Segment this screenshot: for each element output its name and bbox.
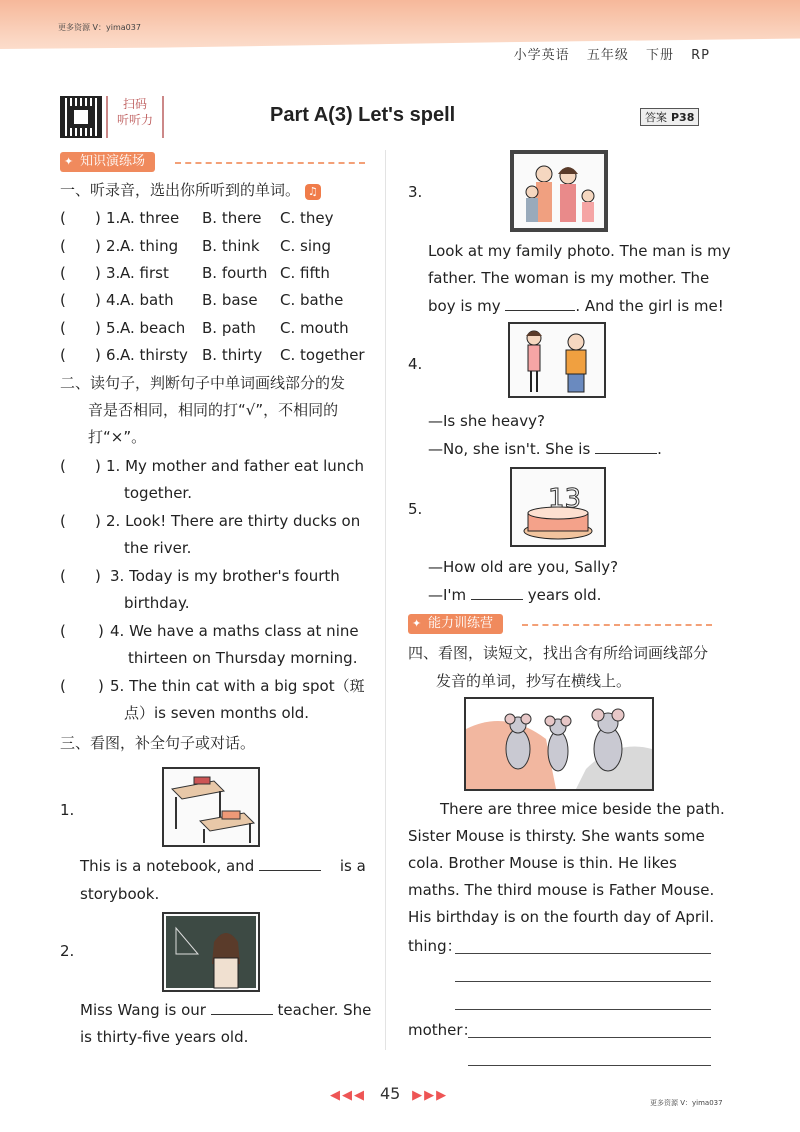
header-grade: 五年级 [586,48,629,63]
q3-3-line2: father. The woman is my mother. The [428,269,710,287]
birthday-cake-picture [510,467,606,547]
scan-label [106,96,164,138]
scan-line1: 扫码 [122,97,147,111]
section-divider [175,162,365,164]
q3-1-number: 1. [60,801,75,819]
q3-3-line1: Look at my family photo. The man is my [428,242,731,260]
page-number: 45 [380,1084,401,1103]
svg-text:13: 13 [548,484,582,514]
scan-line2: 听听力 [116,113,153,127]
header-note: 更多资源 V：yima037 [58,23,141,32]
qr-code-icon[interactable] [60,96,102,138]
next-page-arrows[interactable]: ▶▶▶ [412,1088,449,1103]
answer-line[interactable] [455,981,711,982]
q3-4-number: 4. [408,355,423,373]
part2-item-cont: together. [124,484,192,502]
q3-2-line1: Miss Wang is our teacher. She [80,1001,372,1019]
part2-item-cont: 点）is seven months old. [124,704,310,722]
headphone-icon[interactable]: ♫ [305,184,321,200]
answer-blank[interactable] [505,296,575,311]
header-edition: RP [691,48,710,63]
q3-3-number: 3. [408,183,423,201]
passage-line: maths. The third mouse is Father Mouse. [408,881,715,899]
part2-item-cont: the river. [124,539,192,557]
part2-heading-line2: 音是否相同，相同的打“√”，不相同的 [88,401,339,419]
q3-3-line3: boy is my . And the girl is me! [428,297,724,315]
passage-line: There are three mice beside the path. [440,800,725,818]
q3-1-line1: This is a notebook, and is a [80,857,366,875]
teacher-picture [162,912,260,992]
answer-blank[interactable] [259,856,321,871]
part2-heading-line1: 二、读句子，判断句子中单词画线部分的发 [60,374,346,392]
answer-line[interactable] [468,1065,711,1066]
passage-line: Sister Mouse is thirsty. She wants some [408,827,705,845]
part1-heading: 一、听录音，选出你所听到的单词。 ♫ [60,180,321,200]
column-divider [385,150,386,1050]
answer-line[interactable] [455,1009,711,1010]
passage-line: cola. Brother Mouse is thin. He likes [408,854,677,872]
header-subject: 小学英语 [513,48,570,63]
q3-2-number: 2. [60,942,75,960]
q3-4-line1: —Is she heavy? [428,412,545,430]
part2-item-cont: thirteen on Thursday morning. [128,649,358,667]
answer-blank[interactable] [211,1000,273,1015]
part4-heading-line2: 发音的单词，抄写在横线上。 [436,672,632,690]
part3-heading: 三、看图，补全句子或对话。 [60,734,256,752]
q3-5-line1: —How old are you, Sally? [428,558,619,576]
answer-label: 答案 [645,111,667,124]
prev-page-arrows[interactable]: ◀◀◀ [330,1088,366,1103]
part2-heading-line3: 打“×”。 [88,428,147,446]
header-info [502,44,710,63]
header-volume: 下册 [645,48,674,63]
desks-picture [162,767,260,847]
answer-page: P38 [671,111,695,124]
thin-girl-boy-picture [508,322,606,398]
section-divider [522,624,712,626]
section-label-ability: ✦ 能力训练营 [408,614,503,634]
section-label-knowledge: ✦ 知识演练场 [60,152,155,172]
q3-1-line2: storybook. [80,885,160,903]
q3-5-number: 5. [408,500,423,518]
answer-line[interactable] [468,1037,711,1038]
answer-blank[interactable] [471,585,523,600]
word-thing-label: thing： [408,937,462,955]
footer-note: 更多资源 V：yima037 [650,1099,723,1107]
family-photo-picture [510,150,608,232]
answer-badge [640,108,699,126]
part2-item-cont: birthday. [124,594,190,612]
answer-line[interactable] [455,953,711,954]
passage-line: His birthday is on the fourth day of April. [408,908,715,926]
page-title: Part A(3) Let's spell [270,104,456,126]
q3-5-line2: —I'm years old. [428,586,602,604]
word-mother-label: mother： [408,1021,478,1039]
q3-2-line2: is thirty-five years old. [80,1028,249,1046]
three-mice-picture [464,697,654,791]
part4-heading-line1: 四、看图，读短文，找出含有所给词画线部分 [408,644,709,662]
answer-blank[interactable] [595,439,657,454]
q3-4-line2: —No, she isn't. She is . [428,440,662,458]
